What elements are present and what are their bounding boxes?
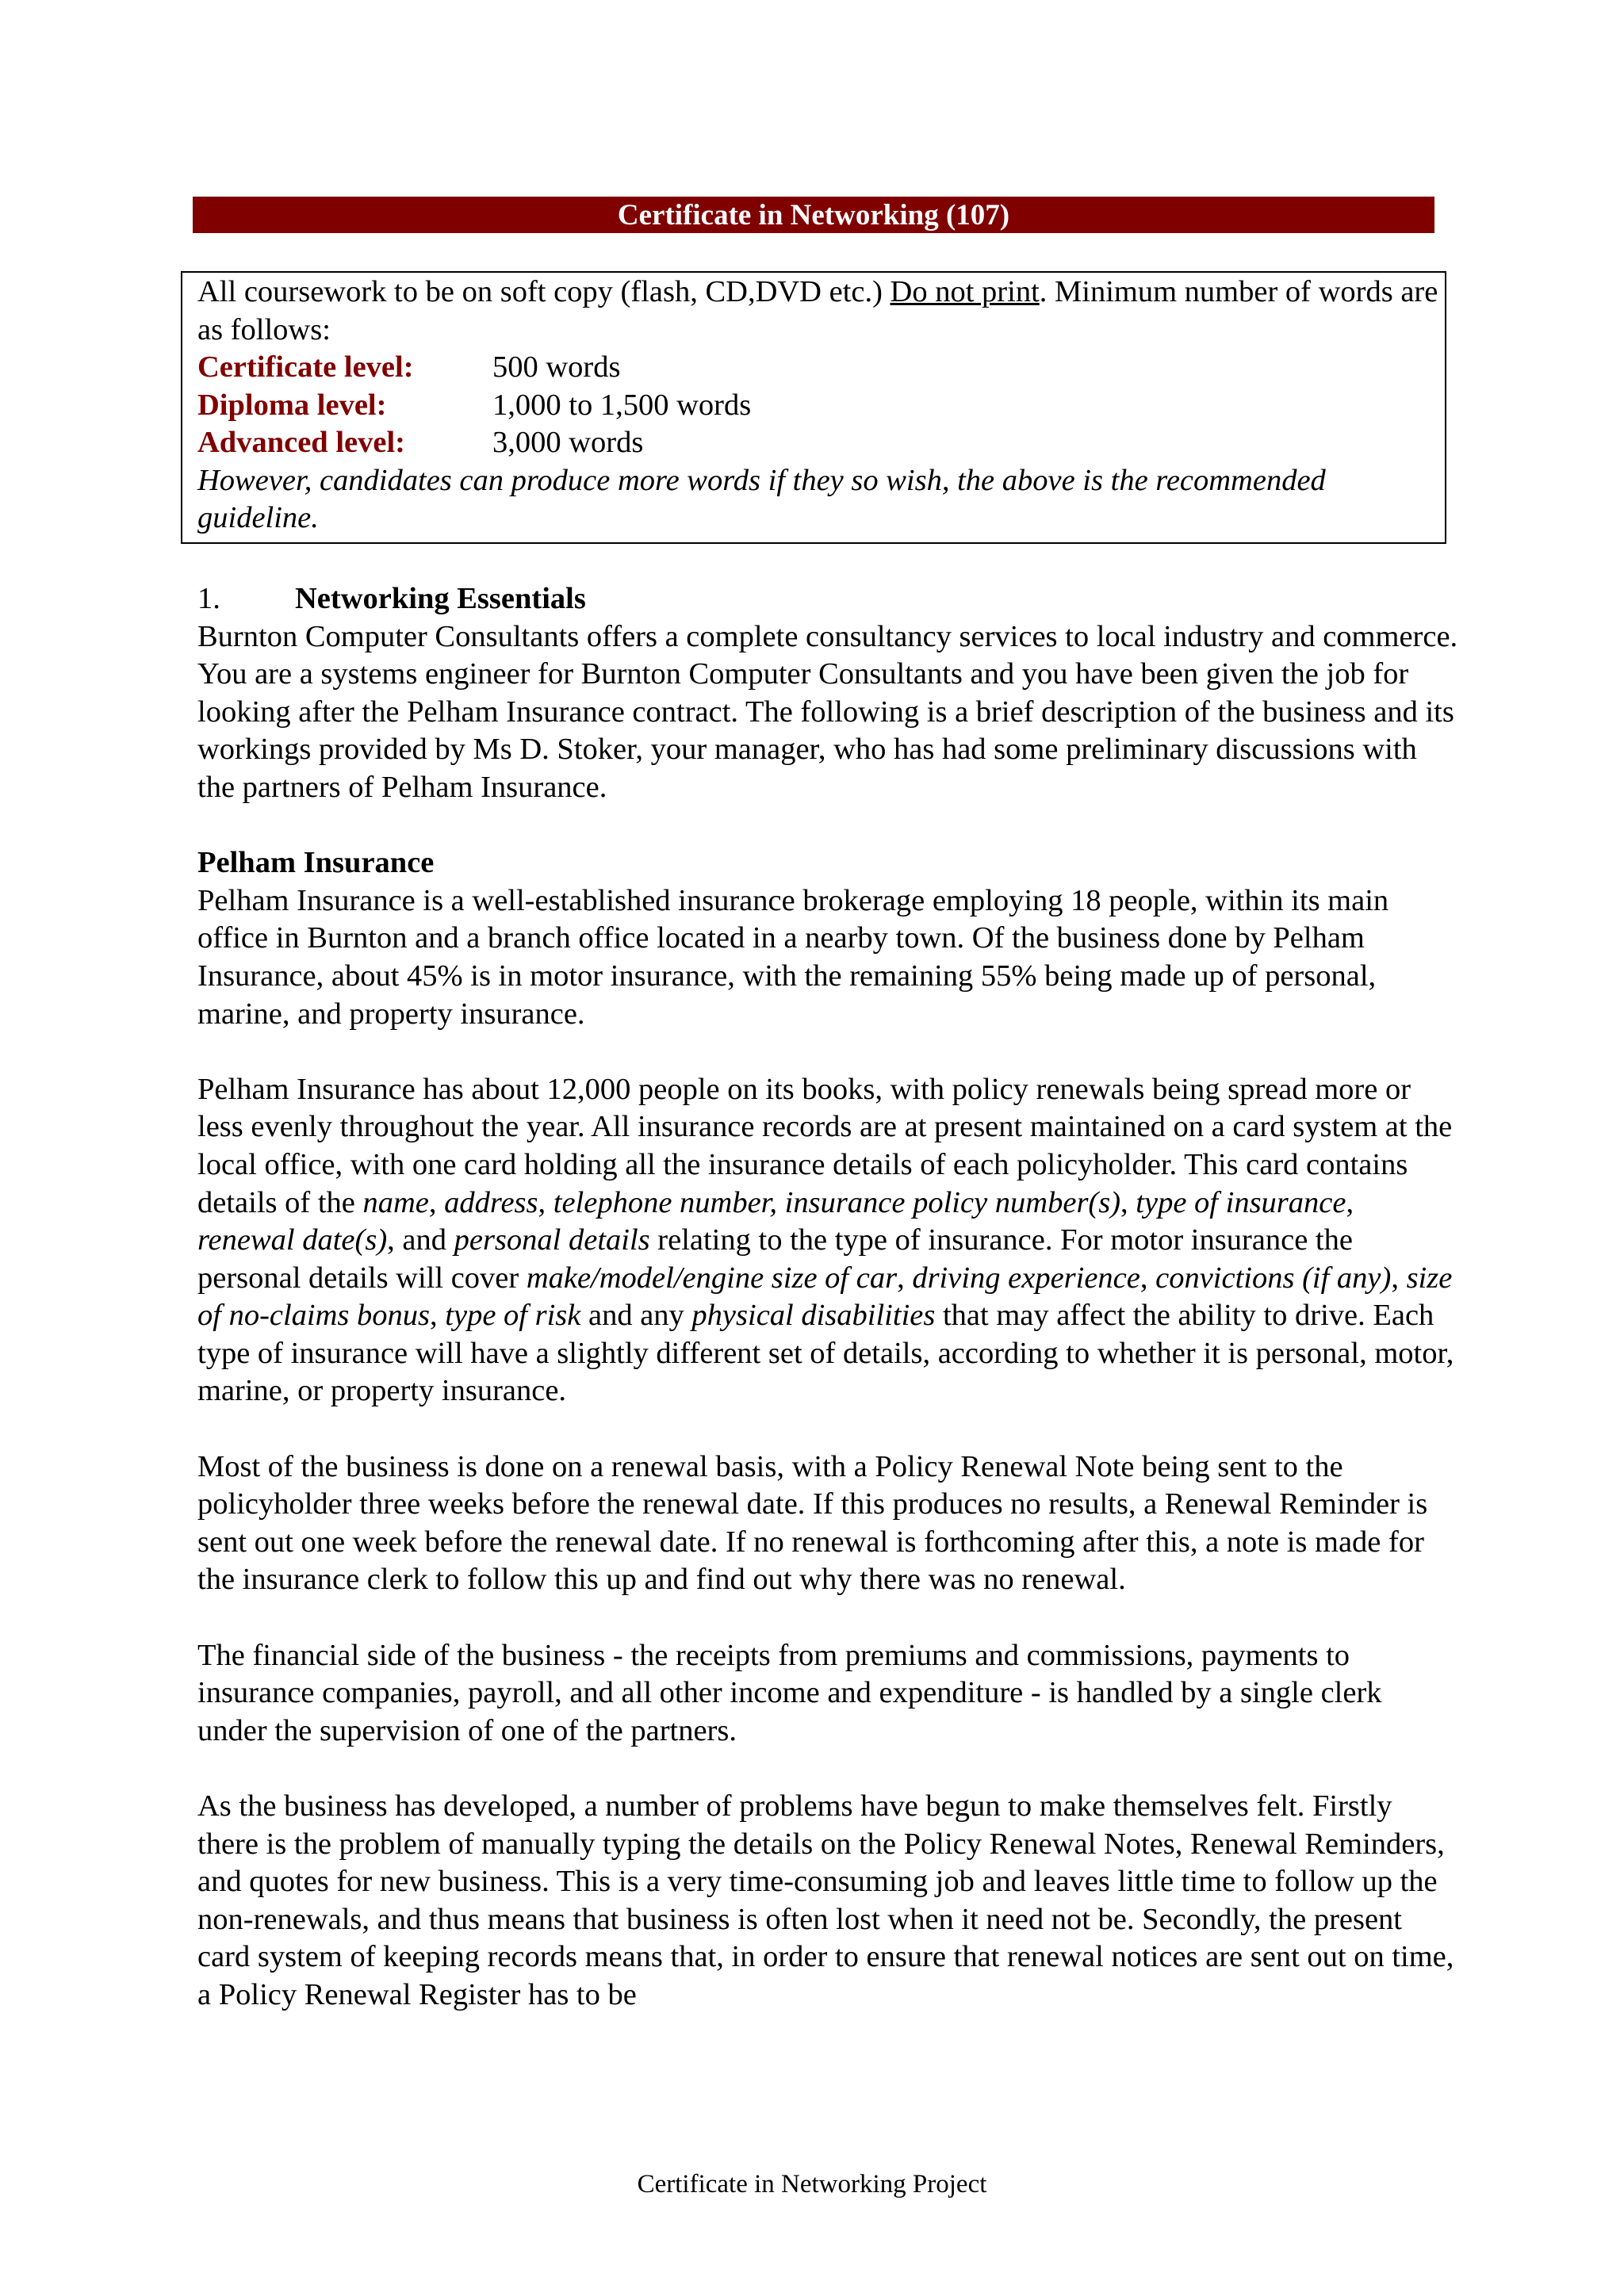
level-row-diploma xyxy=(197,387,1450,425)
section-intro-paragraph: Burnton Computer Consultants offers a complete consultancy services to local industry and commerce. You are a systems engineer for Burnton Computer Consultants and you have been given the job for looking after the Pelham Insurance contract. The following is a brief description of the business and its workings provided by Ms D. Stoker, your manager, who has had some preliminary discussions with the partners of Pelham Insurance. xyxy=(197,619,1458,804)
notice-box xyxy=(197,274,1450,538)
notice-intro: All coursework to be on soft copy (flash, CD,DVD etc.) Do not print. Minimum number of words are as follows: xyxy=(197,275,1438,346)
document-title: Certificate in Networking (107) xyxy=(617,198,1010,232)
pelham-paragraph-1: Pelham Insurance is a well-established insurance brokerage employing 18 people, within its main office in Burnton and a branch office located in a nearby town. Of the business done by Pelham Insurance, about 45% is in motor insurance, with the remaining 55% being made up of personal, marine, and property insurance. xyxy=(197,883,1389,1031)
pelham-paragraph-2: Pelham Insurance has about 12,000 people on its books, with policy renewals being spread more or less evenly throughout the year. All insurance records are at present maintained on a card system at the local office, with one card holding all the insurance details of each policyholder. This card contains details of the name, address, telephone number, insurance policy number(s), type of insurance, renewal date(s), and personal details relating to the type of insurance. For motor insurance the personal details will cover make/model/engine size of car, driving experience, convictions (if any), size of no-claims bonus, type of risk and any physical disabilities that may affect the ability to drive. Each type of insurance will have a slightly different set of details, according to whether it is personal, motor, marine, or property insurance. xyxy=(197,1072,1454,1408)
section-number: 1. xyxy=(197,582,220,615)
level-label: Diploma level: xyxy=(197,388,387,422)
do-not-print-text: Do not print xyxy=(890,275,1040,308)
level-value: 500 words xyxy=(492,350,621,384)
level-label: Certificate level: xyxy=(197,350,414,384)
level-label: Advanced level: xyxy=(197,426,405,459)
page-footer: Certificate in Networking Project xyxy=(637,2170,987,2198)
title-bar xyxy=(193,197,1434,233)
guideline-note: However, candidates can produce more words if they so wish, the above is the recommended guideline. xyxy=(197,463,1326,534)
section-title: Networking Essentials xyxy=(295,582,586,615)
level-row-advanced xyxy=(197,424,1450,462)
level-value: 1,000 to 1,500 words xyxy=(492,388,752,422)
level-value: 3,000 words xyxy=(492,426,644,459)
pelham-paragraph-5: As the business has developed, a number of problems have begun to make themselves felt. Firstly there is the problem of manually typing the details on the Policy Renewal Notes, Renewal Reminders, and quotes for new business. This is a very time-consuming job and leaves little time to follow up the non-renewals, and thus means that business is often lost when it need not be. Secondly, the present card system of keeping records means that, in order to ensure that renewal notices are sent out on time, a Policy Renewal Register has to be xyxy=(197,1789,1454,2011)
document-body xyxy=(197,580,1458,2015)
pelham-paragraph-3: Most of the business is done on a renewal basis, with a Policy Renewal Note being sent to the policyholder three weeks before the renewal date. If this produces no results, a Renewal Reminder is sent out one week before the renewal date. If no renewal is forthcoming after this, a note is made for the insurance clerk to follow this up and find out why there was no renewal. xyxy=(197,1449,1428,1597)
level-row-certificate xyxy=(197,349,1450,387)
section-heading xyxy=(197,580,1458,618)
pelham-heading: Pelham Insurance xyxy=(197,846,435,880)
pelham-paragraph-4: The financial side of the business - the receipts from premiums and commissions, payments to insurance companies, payroll, and all other income and expenditure - is handled by a single clerk under the supervision of one of the partners. xyxy=(197,1638,1382,1747)
